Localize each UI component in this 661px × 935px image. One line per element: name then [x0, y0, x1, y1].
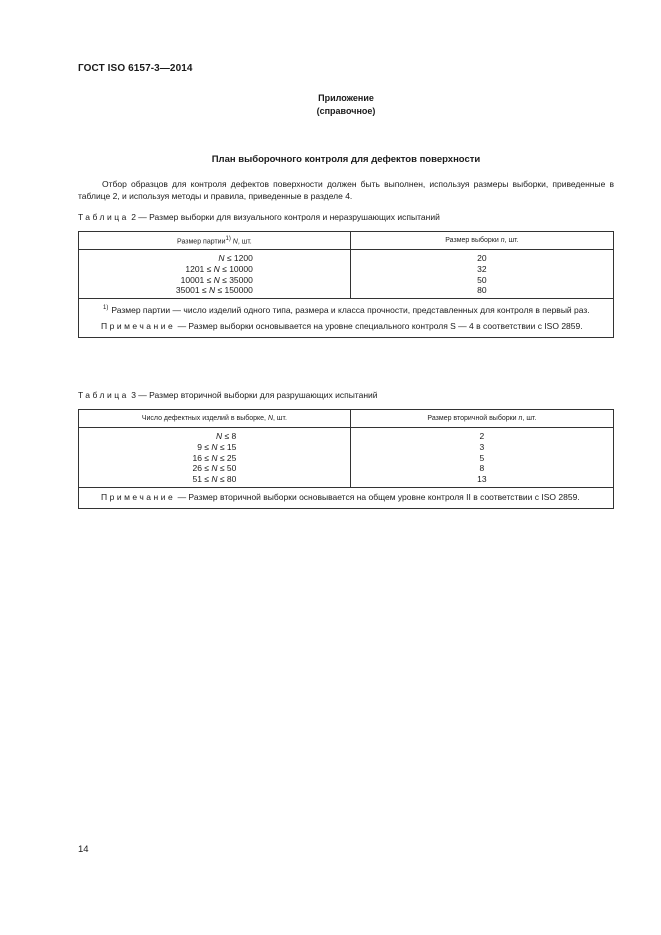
table-row: 1201 ≤ N ≤ 10000: [185, 263, 253, 274]
table2-body-row: [79, 250, 614, 299]
table-cell-value: 32: [477, 263, 487, 274]
note-label: Примечание: [101, 491, 176, 502]
page-number: 14: [78, 844, 89, 855]
note-label: Примечание: [101, 321, 176, 332]
table2-footnote: $^{1)}$ Размер партии — число изделий одного типа, размера и класса прочности, представленных для контроля в первый раз.: [103, 305, 590, 316]
appendix-type: (справочное): [316, 106, 376, 116]
table-row: 51 ≤ N ≤ 80: [192, 474, 237, 485]
table2-col2-header: Размер выборки n, шт.: [350, 232, 613, 250]
table3-caption-word: Таблица: [78, 390, 129, 400]
table-cell-value: 50: [477, 274, 487, 285]
table3-caption: [78, 390, 378, 400]
table-row: N ≤ 8: [216, 431, 237, 441]
table3-note: Примечание — Размер вторичной выборки основывается на общем уровне контроля II в соответствии с ISO 2859.: [101, 491, 580, 502]
intro-paragraph: Отбор образцов для контроля дефектов поверхности должен быть выполнен, используя размеры выборки, приведенные в таблице 2, и используя методы и правила, приведенные в разделе 4.: [78, 179, 614, 201]
table-row: 26 ≤ N ≤ 50: [192, 463, 237, 474]
table-row: 35001 ≤ N ≤ 150000: [175, 285, 253, 296]
table-row: 10001 ≤ N ≤ 35000: [180, 274, 253, 285]
table3-body-row: [79, 428, 614, 488]
table2-col1-header: Размер партии$^{1)}$ N, шт.: [79, 232, 351, 250]
table2-header-row: [79, 232, 614, 250]
table3: [78, 409, 614, 509]
table2-caption-text: 2 — Размер выборки для визуального контроля и неразрушающих испытаний: [131, 212, 440, 222]
appendix-label: Приложение: [318, 93, 374, 103]
table3-caption-text: 3 — Размер вторичной выборки для разрушающих испытаний: [131, 390, 378, 400]
table-cell-value: 5: [479, 452, 485, 463]
table-cell-value: 20: [477, 253, 487, 263]
table-cell-value: 8: [479, 463, 485, 474]
table2-notes-cell: [79, 299, 614, 338]
table2: [78, 231, 614, 338]
table2-note: Примечание — Размер выборки основывается на уровне специального контроля S — 4 в соответствии с ISO 2859.: [101, 321, 583, 332]
footnote-marker: 1): [103, 305, 109, 312]
table-row: 16 ≤ N ≤ 25: [192, 452, 237, 463]
appendix-heading: [78, 92, 614, 118]
table-cell-value: 3: [479, 441, 485, 452]
table3-header-row: [79, 410, 614, 428]
table3-notes-cell: [79, 487, 614, 508]
section-title: План выборочного контроля для дефектов поверхности: [211, 154, 481, 165]
table-cell-value: 13: [477, 474, 487, 485]
table3-col2-header: Размер вторичной выборки n, шт.: [350, 410, 613, 428]
table3-notes-row: [79, 487, 614, 508]
table3-col1-header: Число дефектных изделий в выборке, N, шт.: [79, 410, 351, 428]
table-cell-value: 80: [477, 285, 487, 296]
table2-lot-size-cell: [79, 250, 351, 299]
table2-caption-word: Таблица: [78, 212, 129, 222]
standard-code: ГОСТ ISO 6157-3—2014: [78, 63, 193, 74]
table3-defects-cell: [79, 428, 351, 488]
table2-caption: [78, 212, 440, 222]
table2-notes-row: [79, 299, 614, 338]
table-row: N ≤ 1200: [218, 253, 253, 263]
table-cell-value: 2: [479, 431, 485, 441]
table3-second-sample-cell: [350, 428, 613, 488]
table-row: 9 ≤ N ≤ 15: [197, 441, 237, 452]
table2-sample-size-cell: [350, 250, 613, 299]
